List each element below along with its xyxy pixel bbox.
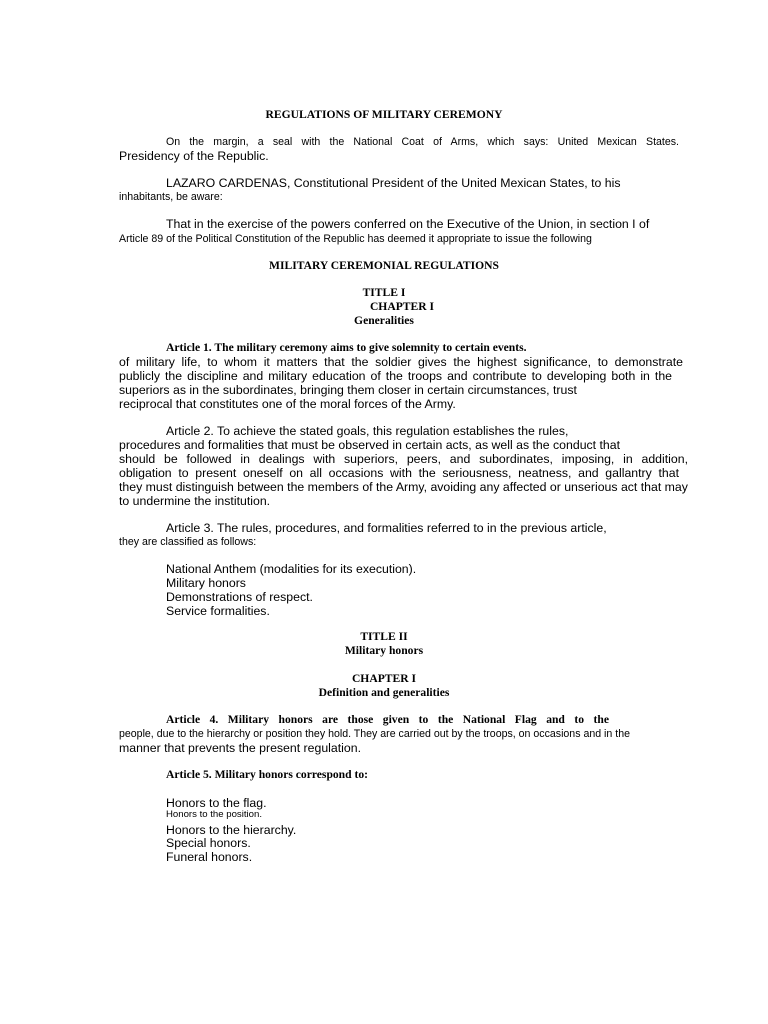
- article-1-line-4: reciprocal that constitutes one of the moral forces of the Army.: [119, 397, 456, 411]
- article-2-line-1: Article 2. To achieve the stated goals, this regulation establishes the rules,: [166, 424, 569, 438]
- preamble-line-1: That in the exercise of the powers conferred on the Executive of the Union, in section I of: [166, 217, 650, 231]
- preamble-line-2: Article 89 of the Political Constitution of the Republic has deemed it appropriate to issue the following: [119, 233, 592, 245]
- article-1-line-3: superiors as in the subordinates, bringing them closer in certain circumstances, trust: [119, 383, 577, 397]
- article-1-line-2: publicly the discipline and military education of the troops and contribute to developing both in the: [119, 369, 672, 383]
- margin-note-line-1: On the margin, a seal with the National Coat of Arms, which says: United Mexican States.: [166, 136, 679, 148]
- article-5-item: Funeral honors.: [166, 850, 253, 864]
- article-5-item: Honors to the position.: [166, 809, 262, 820]
- article-2-line-6: to undermine the institution.: [119, 494, 271, 508]
- title-2-name: Military honors: [344, 644, 424, 657]
- article-3-item: National Anthem (modalities for its execution).: [166, 562, 417, 576]
- article-4-line-1: people, due to the hierarchy or position they hold. They are carried out by the troops, on occasions and in the: [119, 728, 630, 740]
- title-1-heading: TITLE I: [362, 286, 406, 299]
- article-5-heading: Article 5. Military honors correspond to:: [166, 768, 368, 781]
- article-3-line-2: they are classified as follows:: [119, 536, 257, 548]
- article-4-heading: Article 4. Military honors are those given to the National Flag and to the: [166, 713, 609, 726]
- article-2-line-5: they must distinguish between the members of the Army, avoiding any affected or unserious act that may: [119, 480, 688, 494]
- article-1-heading: Article 1. The military ceremony aims to give solemnity to certain events.: [166, 341, 527, 354]
- article-2-line-3: should be followed in dealings with superiors, peers, and subordinates, imposing, in addition,: [119, 452, 688, 466]
- article-4-line-2: manner that prevents the present regulation.: [119, 741, 361, 755]
- article-3-item: Service formalities.: [166, 604, 270, 618]
- article-3-line-1: Article 3. The rules, procedures, and formalities referred to in the previous article,: [166, 521, 607, 535]
- title-2-heading: TITLE II: [360, 630, 408, 643]
- article-5-item: Honors to the flag.: [166, 796, 267, 810]
- title-1-chapter: CHAPTER I: [369, 300, 435, 313]
- article-2-line-2: procedures and formalities that must be observed in certain acts, as well as the conduct that: [119, 438, 621, 452]
- author-line-2: inhabitants, be aware:: [119, 191, 223, 203]
- article-5-item: Special honors.: [166, 836, 251, 850]
- title-2-chapter: CHAPTER I: [351, 672, 417, 685]
- title-1-chapter-name: Generalities: [354, 314, 414, 327]
- author-line-1: LAZARO CARDENAS, Constitutional President of the United Mexican States, to his: [166, 176, 621, 190]
- document-title: REGULATIONS OF MILITARY CEREMONY: [265, 108, 503, 121]
- article-3-item: Military honors: [166, 576, 246, 590]
- article-1-line-1: of military life, to whom it matters that the soldier gives the highest significance, to demonstrate: [119, 355, 683, 369]
- title-2-chapter-name: Definition and generalities: [318, 686, 450, 699]
- article-2-line-4: obligation to present oneself on all occasions with the seriousness, neatness, and gallantry that: [119, 466, 679, 480]
- article-5-item: Honors to the hierarchy.: [166, 823, 297, 837]
- margin-note-line-2: Presidency of the Republic.: [119, 149, 269, 163]
- regulations-subtitle: MILITARY CEREMONIAL REGULATIONS: [269, 259, 499, 272]
- article-3-item: Demonstrations of respect.: [166, 590, 313, 604]
